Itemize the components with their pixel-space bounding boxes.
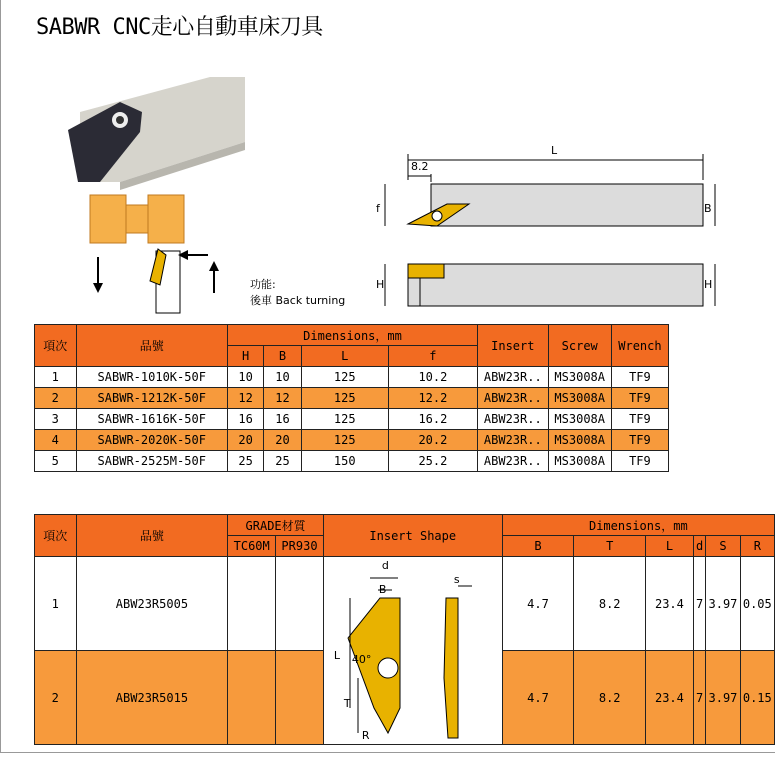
cell-B: 4.7 xyxy=(502,651,574,745)
cell-H: 25 xyxy=(227,451,263,472)
cell-no: 2 xyxy=(35,388,77,409)
dim-8-2: 8.2 xyxy=(411,160,429,173)
cell-screw: MS3008A xyxy=(548,409,611,430)
cell-no: 1 xyxy=(35,557,77,651)
header-H: H xyxy=(227,346,263,367)
cell-B: 12 xyxy=(264,388,301,409)
cell-f: 20.2 xyxy=(388,430,477,451)
dim-L: L xyxy=(551,144,558,157)
cell-H: 20 xyxy=(227,430,263,451)
header-T: T xyxy=(574,536,646,557)
cell-L: 125 xyxy=(301,409,388,430)
function-value: 後車 Back turning xyxy=(250,294,346,307)
insert-spec-table xyxy=(34,514,775,745)
cell-H: 10 xyxy=(227,367,263,388)
cell-no: 5 xyxy=(35,451,77,472)
cell-screw: MS3008A xyxy=(548,430,611,451)
tool-photo xyxy=(60,72,250,190)
cell-insert: ABW23R.. xyxy=(478,451,549,472)
cell-screw: MS3008A xyxy=(548,451,611,472)
cell-S: 3.97 xyxy=(706,557,740,651)
header-no: 項次 xyxy=(35,325,77,367)
shape-label-B: B xyxy=(378,583,387,596)
cell-name: SABWR-2525M-50F xyxy=(76,451,227,472)
dim-B: B xyxy=(704,202,712,215)
header-dimensions: Dimensions，mm xyxy=(227,325,477,346)
cell-screw: MS3008A xyxy=(548,388,611,409)
cell-insert: ABW23R.. xyxy=(478,409,549,430)
cell-wrench: TF9 xyxy=(611,451,668,472)
dim-H-left: H xyxy=(376,278,385,291)
insert-shape-cell xyxy=(323,557,502,745)
cell-L: 125 xyxy=(301,388,388,409)
header-dimensions: Dimensions，mm xyxy=(502,515,774,536)
cell-tc60m xyxy=(228,557,276,651)
header-insert-shape: Insert Shape xyxy=(323,515,502,557)
cell-d: 7 xyxy=(693,651,705,745)
cell-tc60m xyxy=(228,651,276,745)
cell-B: 20 xyxy=(264,430,301,451)
cell-name: ABW23R5005 xyxy=(76,557,228,651)
cell-L: 23.4 xyxy=(646,651,694,745)
table-row xyxy=(35,367,669,388)
header-S: S xyxy=(706,536,740,557)
cell-B: 25 xyxy=(264,451,301,472)
header-wrench: Wrench xyxy=(611,325,668,367)
cell-S: 3.97 xyxy=(706,651,740,745)
cell-name: SABWR-2020K-50F xyxy=(76,430,227,451)
cell-insert: ABW23R.. xyxy=(478,388,549,409)
cell-pr930 xyxy=(276,557,324,651)
cell-B: 16 xyxy=(264,409,301,430)
header-tc60m: TC60M xyxy=(228,536,276,557)
cell-no: 4 xyxy=(35,430,77,451)
holder-spec-table xyxy=(34,324,669,472)
cell-no: 2 xyxy=(35,651,77,745)
header-B: B xyxy=(502,536,574,557)
header-screw: Screw xyxy=(548,325,611,367)
cell-B: 10 xyxy=(264,367,301,388)
cell-L: 23.4 xyxy=(646,557,694,651)
header-name: 品號 xyxy=(76,325,227,367)
cell-T: 8.2 xyxy=(574,557,646,651)
insert-shape-drawing xyxy=(328,558,498,744)
cell-wrench: TF9 xyxy=(611,367,668,388)
cell-wrench: TF9 xyxy=(611,409,668,430)
cell-L: 125 xyxy=(301,367,388,388)
cell-screw: MS3008A xyxy=(548,367,611,388)
holder-side-view xyxy=(375,260,725,310)
shape-label-L: L xyxy=(333,649,341,662)
cell-R: 0.05 xyxy=(740,557,774,651)
dim-f: f xyxy=(376,202,380,215)
header-B: B xyxy=(264,346,301,367)
shape-label-R: R xyxy=(361,729,370,742)
header-L: L xyxy=(646,536,694,557)
header-d: d xyxy=(693,536,705,557)
header-insert: Insert xyxy=(478,325,549,367)
cell-f: 12.2 xyxy=(388,388,477,409)
cell-f: 10.2 xyxy=(388,367,477,388)
cell-wrench: TF9 xyxy=(611,388,668,409)
cell-L: 125 xyxy=(301,430,388,451)
shape-label-T: T xyxy=(343,697,351,710)
cell-name: SABWR-1010K-50F xyxy=(76,367,227,388)
cell-no: 1 xyxy=(35,367,77,388)
cell-f: 25.2 xyxy=(388,451,477,472)
cell-B: 4.7 xyxy=(502,557,574,651)
cell-insert: ABW23R.. xyxy=(478,430,549,451)
holder-top-view xyxy=(375,140,725,240)
table-row xyxy=(35,430,669,451)
table-row xyxy=(35,451,669,472)
cell-d: 7 xyxy=(693,557,705,651)
cell-pr930 xyxy=(276,651,324,745)
cell-no: 3 xyxy=(35,409,77,430)
page-border-bottom xyxy=(0,752,775,753)
machining-schematic xyxy=(80,185,240,325)
header-L: L xyxy=(301,346,388,367)
function-label: 功能: xyxy=(250,278,276,291)
header-f: f xyxy=(388,346,477,367)
header-no: 項次 xyxy=(35,515,77,557)
cell-f: 16.2 xyxy=(388,409,477,430)
header-R: R xyxy=(740,536,774,557)
cell-T: 8.2 xyxy=(574,651,646,745)
header-grade: GRADE材質 xyxy=(228,515,324,536)
cell-wrench: TF9 xyxy=(611,430,668,451)
header-pr930: PR930 xyxy=(276,536,324,557)
header-name: 品號 xyxy=(76,515,228,557)
shape-label-s: s xyxy=(453,573,460,586)
cell-name: SABWR-1616K-50F xyxy=(76,409,227,430)
table-row xyxy=(35,409,669,430)
cell-name: ABW23R5015 xyxy=(76,651,228,745)
cell-H: 16 xyxy=(227,409,263,430)
shape-label-d: d xyxy=(381,559,389,572)
page-border-left xyxy=(0,0,1,752)
cell-R: 0.15 xyxy=(740,651,774,745)
cell-H: 12 xyxy=(227,388,263,409)
shape-label-angle: 40° xyxy=(351,653,372,666)
page-title: SABWR CNC走心自動車床刀具 xyxy=(36,15,323,40)
table-row xyxy=(35,388,669,409)
dim-H-right: H xyxy=(704,278,713,291)
cell-insert: ABW23R.. xyxy=(478,367,549,388)
table-row xyxy=(35,557,775,651)
cell-L: 150 xyxy=(301,451,388,472)
cell-name: SABWR-1212K-50F xyxy=(76,388,227,409)
